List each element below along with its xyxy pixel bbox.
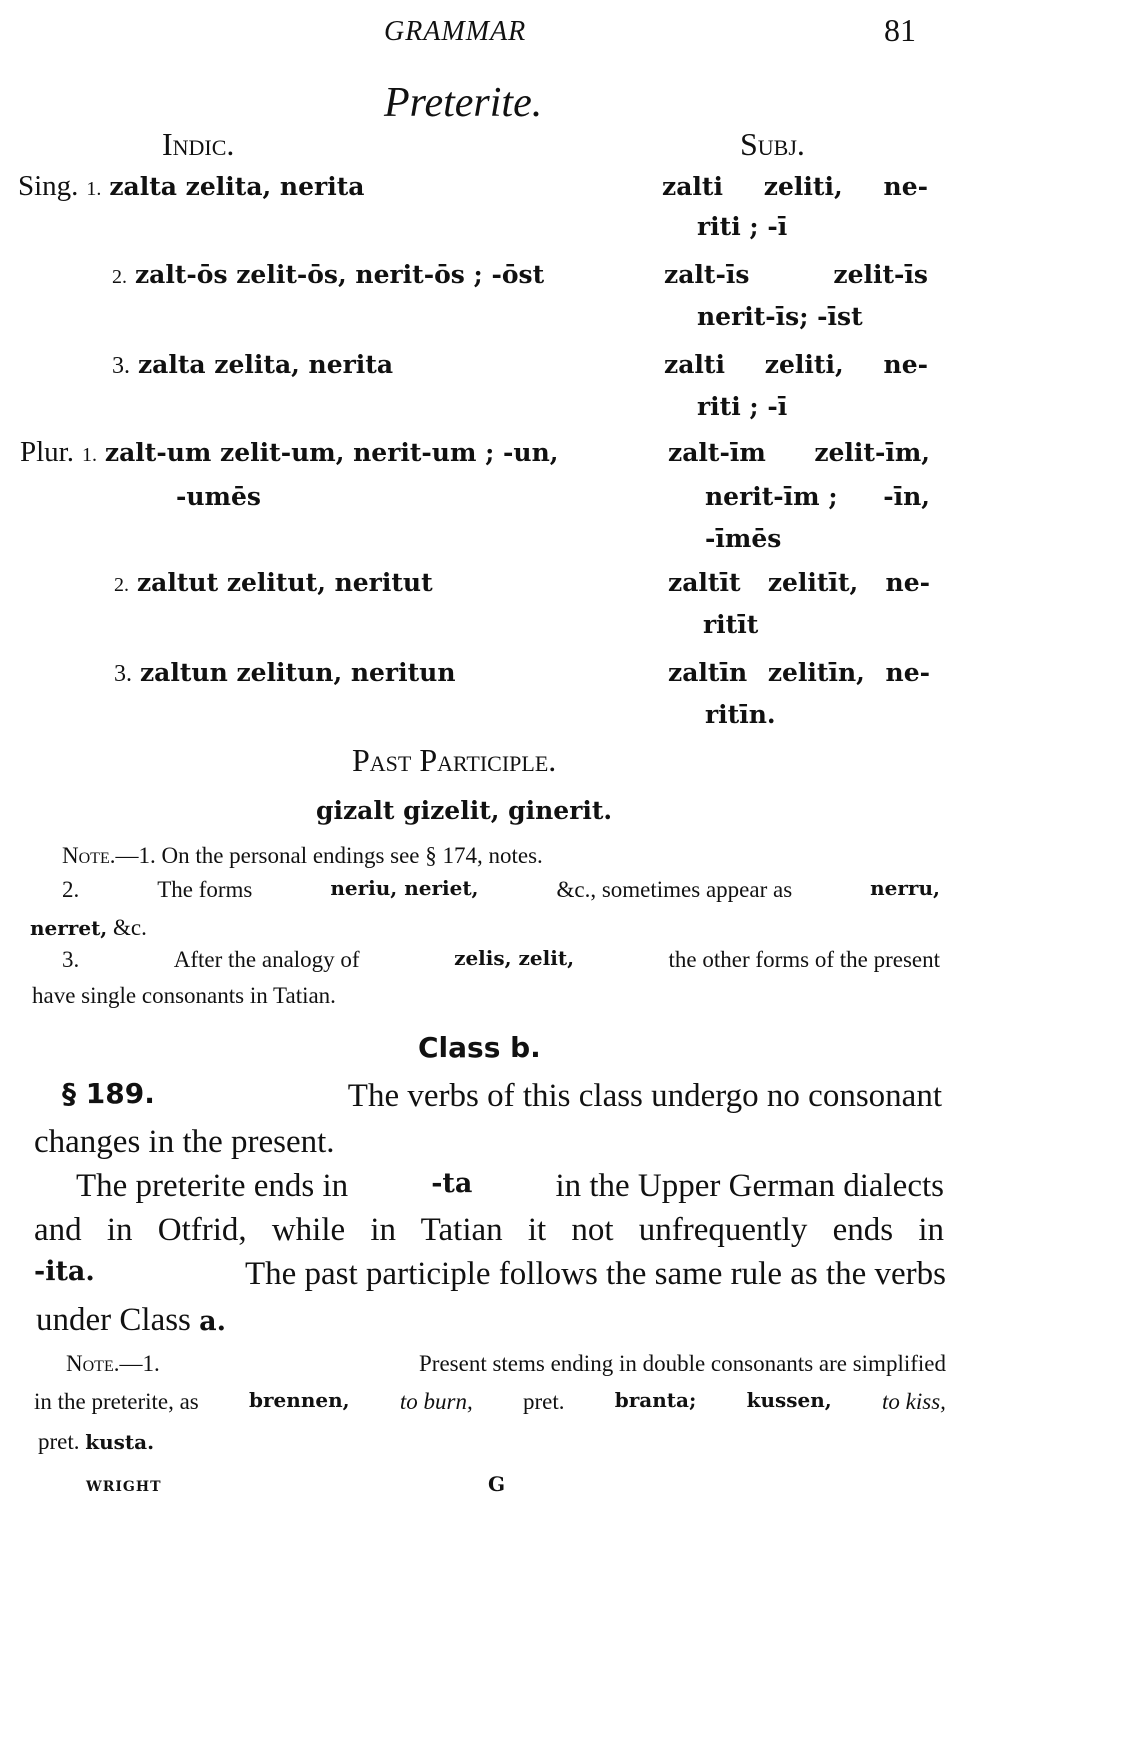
- class-b-note-cont: [38, 1430, 154, 1453]
- note-text: The forms: [157, 877, 253, 902]
- past-participle-heading: Past Participle.: [352, 742, 557, 778]
- note-form: branta;: [614, 1388, 697, 1412]
- class-b-heading: Class b.: [418, 1031, 541, 1064]
- paragraph-189-line: [62, 1077, 942, 1114]
- subj-word: zaltīn: [668, 658, 748, 687]
- table-row: [112, 262, 544, 287]
- preterite-heading: Preterite.: [384, 80, 543, 126]
- note-label: 2.: [62, 877, 80, 902]
- note-text: &c.: [113, 915, 147, 940]
- indic-form: zaltun zelitun, neritun: [139, 658, 456, 687]
- person-label: 1.: [81, 444, 97, 466]
- subj-word: zelitīn,: [767, 658, 865, 687]
- person-label: 3.: [114, 661, 132, 687]
- indicative-label: Indic.: [162, 126, 235, 162]
- indic-form: zaltut zelitut, neritut: [136, 568, 433, 597]
- table-row: [18, 172, 364, 201]
- subj-word: -īn,: [883, 482, 930, 511]
- table-row: [114, 570, 433, 595]
- subj-word: nerit-īm ;: [705, 482, 838, 511]
- paragraph-line: and in Otfrid, while in Tatian it not unfrequently ends in: [34, 1212, 944, 1248]
- person-label: 3.: [112, 353, 130, 379]
- signature-mark: G: [488, 1472, 506, 1496]
- person-label: 1.: [86, 178, 102, 200]
- note-gloss: to burn,: [399, 1389, 473, 1414]
- subj-word: zaltīt: [668, 568, 741, 597]
- subjunctive-label: Subj.: [740, 126, 805, 162]
- note-form: kussen,: [746, 1388, 832, 1412]
- subj-word: zeliti,: [763, 172, 843, 201]
- subj-form-cont: [705, 484, 930, 509]
- note-text: &c., sometimes appear as: [556, 877, 793, 902]
- subj-word: ne-: [885, 568, 930, 597]
- printer-signature: WRIGHT: [86, 1479, 162, 1495]
- note-label: 3.: [62, 947, 80, 972]
- note-3: [62, 948, 940, 971]
- class-b-note: [66, 1352, 946, 1375]
- indic-form: zalta zelita, nerita: [137, 350, 394, 379]
- subj-word: zalt-īs: [664, 260, 750, 289]
- subj-word: zalti: [662, 172, 723, 201]
- note-text: Present stems ending in double consonants are simplified: [419, 1351, 946, 1376]
- subj-form-cont: riti ; -ī: [697, 212, 788, 241]
- paragraph-text: The verbs of this class undergo no consonant: [347, 1078, 942, 1114]
- note-gloss: to kiss,: [882, 1389, 946, 1414]
- subj-form: [662, 174, 928, 199]
- table-row: [112, 352, 393, 378]
- note-text: pret.: [522, 1389, 565, 1414]
- subj-form-cont: ritīt: [703, 610, 759, 639]
- indic-form: zalta zelita, nerita: [109, 172, 365, 201]
- subj-form: [668, 570, 930, 595]
- subj-word: zeliti,: [764, 350, 844, 379]
- subj-word: ne-: [885, 658, 930, 687]
- paragraph-text: The past participle follows the same rule as the verbs: [244, 1256, 946, 1292]
- subj-form-cont: nerit-īs; -īst: [697, 302, 863, 331]
- note-text: the other forms of the present: [668, 947, 940, 972]
- paragraph-line: [34, 1258, 946, 1291]
- note-text: On the personal endings see § 174, notes.: [161, 843, 543, 868]
- note-form: zelis, zelit,: [454, 946, 575, 970]
- indic-form: zalt-ōs zelit-ōs, nerit-ōs ; -ōst: [134, 260, 545, 289]
- note-2-cont: [30, 916, 147, 939]
- paragraph-form: a.: [199, 1306, 227, 1337]
- note-label: Note.—1.: [62, 843, 156, 868]
- paragraph-form: -ta: [431, 1168, 473, 1199]
- number-label: Plur.: [20, 436, 74, 468]
- section-number: § 189.: [62, 1077, 155, 1110]
- note-form: brennen,: [249, 1388, 350, 1412]
- paragraph-line: [76, 1170, 944, 1203]
- note-text: pret.: [38, 1429, 80, 1454]
- paragraph-text: under Class: [36, 1302, 191, 1338]
- subj-form: [664, 262, 928, 287]
- paragraph-text: in the Upper German dialects: [555, 1168, 944, 1204]
- note-2: [62, 878, 940, 901]
- note-label: Note.—1.: [66, 1351, 160, 1376]
- subj-form-cont: -īmēs: [705, 524, 782, 553]
- subj-form: [668, 660, 930, 685]
- table-row: [20, 438, 558, 467]
- paragraph-form: -ita.: [34, 1256, 95, 1287]
- subj-word: zalti: [664, 350, 725, 379]
- subj-word: ne-: [883, 350, 928, 379]
- note-3-cont: have single consonants in Tatian.: [32, 983, 336, 1008]
- subj-form-cont: ritīn.: [705, 700, 776, 729]
- note-text: After the analogy of: [173, 947, 360, 972]
- subj-word: ne-: [883, 172, 928, 201]
- indic-form-cont: -umēs: [176, 482, 261, 511]
- person-label: 2.: [114, 574, 129, 596]
- note-form: neriu, neriet,: [330, 876, 479, 900]
- page-number: 81: [884, 12, 916, 48]
- note-form: nerret,: [30, 916, 108, 940]
- past-participle-forms: gizalt gizelit, ginerit.: [316, 796, 613, 825]
- paragraph-line: [36, 1304, 226, 1337]
- subj-form: [668, 440, 930, 465]
- note-form: kusta.: [85, 1430, 155, 1454]
- number-label: Sing.: [18, 170, 79, 202]
- paragraph-text: The preterite ends in: [76, 1168, 349, 1204]
- table-row: [114, 660, 456, 686]
- subj-form: [664, 352, 928, 377]
- note-form: nerru,: [870, 876, 940, 900]
- indic-form: zalt-um zelit-um, nerit-um ; -un,: [104, 438, 559, 467]
- paragraph-189-line: changes in the present.: [34, 1124, 335, 1160]
- subj-form-cont: riti ; -ī: [697, 392, 788, 421]
- note-text: in the preterite, as: [34, 1389, 199, 1414]
- subj-word: zelit-īm,: [814, 438, 930, 467]
- class-b-note-cont: [34, 1390, 946, 1413]
- note-1: [62, 844, 543, 867]
- subj-word: zalt-īm: [668, 438, 766, 467]
- person-label: 2.: [112, 266, 127, 288]
- running-header-title: GRAMMAR: [384, 16, 527, 47]
- subj-word: zelitīt,: [767, 568, 859, 597]
- subj-word: zelit-īs: [833, 260, 928, 289]
